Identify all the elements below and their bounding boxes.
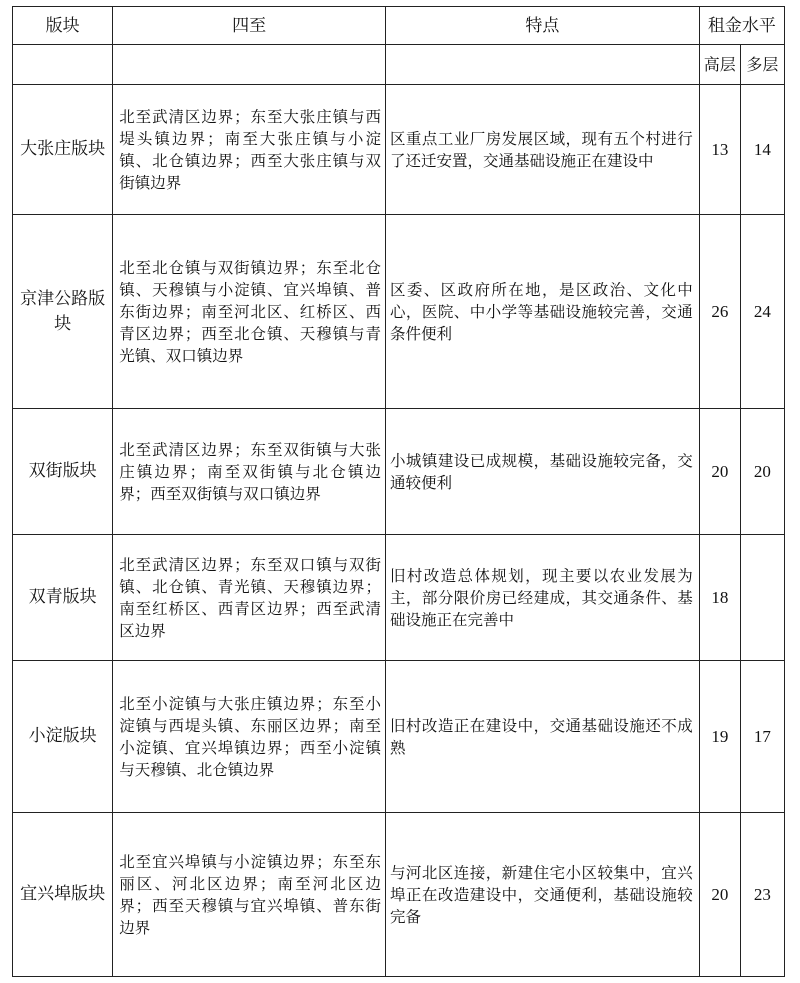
row-name: 双街版块: [13, 409, 113, 535]
row-rent-multi: 17: [740, 661, 784, 813]
row-features: [385, 813, 699, 977]
row-rent-high: 20: [699, 813, 740, 977]
subheader-empty-name: [13, 45, 113, 85]
row-boundary-text: 北至北仓镇与双街镇边界；东至北仓镇、天穆镇与小淀镇、宜兴埠镇、普东街边界；南至河北区、红桥区、西青区边界；西至北仓镇、天穆镇与青光镇、双口镇边界: [119, 258, 381, 365]
row-rent-high: 26: [699, 215, 740, 409]
row-rent-high: 19: [699, 661, 740, 813]
row-features-text: 区重点工业厂房发展区域，现有五个村进行了还迁安置，交通基础设施正在建设中: [389, 129, 693, 170]
row-boundary: [113, 215, 386, 409]
table-row: [13, 535, 785, 661]
row-name: 双青版块: [13, 535, 113, 661]
row-boundary: [113, 85, 386, 215]
subheader-empty-boundary: [113, 45, 386, 85]
row-features: [385, 535, 699, 661]
table-row: [13, 85, 785, 215]
row-rent-high: 13: [699, 85, 740, 215]
row-name: 小淀版块: [13, 661, 113, 813]
row-rent-multi: [740, 535, 784, 661]
row-rent-multi: 14: [740, 85, 784, 215]
subheader-high: 高层: [699, 45, 740, 85]
row-features: [385, 85, 699, 215]
row-rent-multi: 20: [740, 409, 784, 535]
row-boundary: [113, 813, 386, 977]
header-features: 特点: [385, 7, 699, 45]
row-features: [385, 409, 699, 535]
row-features-text: 旧村改造正在建设中，交通基础设施还不成熟: [389, 716, 693, 757]
header-boundary: 四至: [113, 7, 386, 45]
rent-table: [12, 6, 785, 977]
table-row: [13, 813, 785, 977]
row-boundary: [113, 661, 386, 813]
row-rent-high: 18: [699, 535, 740, 661]
row-boundary-text: 北至武清区边界；东至双街镇与大张庄镇边界；南至双街镇与北仓镇边界；西至双街镇与双口镇边界: [119, 440, 381, 503]
row-rent-multi: 24: [740, 215, 784, 409]
row-rent-high: 20: [699, 409, 740, 535]
row-features-text: 小城镇建设已成规模，基础设施较完备，交通较便利: [389, 451, 693, 492]
table-row: [13, 661, 785, 813]
table-row: [13, 409, 785, 535]
header-name: 版块: [13, 7, 113, 45]
subheader-multi: 多层: [740, 45, 784, 85]
row-features: [385, 215, 699, 409]
row-rent-multi: 23: [740, 813, 784, 977]
header-row: [13, 7, 785, 45]
row-features: [385, 661, 699, 813]
row-features-text: 与河北区连接，新建住宅小区较集中，宜兴埠正在改造建设中，交通便利，基础设施较完备: [389, 863, 693, 926]
row-boundary-text: 北至武清区边界；东至双口镇与双街镇、北仓镇、青光镇、天穆镇边界；南至红桥区、西青区边界；西至武清区边界: [119, 555, 381, 640]
row-features-text: 旧村改造总体规划，现主要以农业发展为主，部分限价房已经建成，其交通条件、基础设施正在完善中: [389, 566, 693, 629]
row-features-text: 区委、区政府所在地，是区政治、文化中心，医院、中小学等基础设施较完善，交通条件便利: [389, 280, 693, 343]
row-boundary-text: 北至宜兴埠镇与小淀镇边界；东至东丽区、河北区边界；南至河北区边界；西至天穆镇与宜兴埠镇、普东街边界: [119, 852, 381, 937]
row-boundary-text: 北至小淀镇与大张庄镇边界；东至小淀镇与西堤头镇、东丽区边界；南至小淀镇、宜兴埠镇边界；西至小淀镇与天穆镇、北仓镇边界: [119, 694, 381, 779]
subheader-row: [13, 45, 785, 85]
row-boundary: [113, 535, 386, 661]
row-boundary: [113, 409, 386, 535]
table-row: [13, 215, 785, 409]
row-name: 大张庄版块: [13, 85, 113, 215]
row-boundary-text: 北至武清区边界；东至大张庄镇与西堤头镇边界；南至大张庄镇与小淀镇、北仓镇边界；西至大张庄镇与双街镇边界: [119, 107, 381, 192]
row-name: 宜兴埠版块: [13, 813, 113, 977]
subheader-empty-features: [385, 45, 699, 85]
row-name: 京津公路版块: [13, 215, 113, 409]
header-rent: 租金水平: [699, 7, 784, 45]
